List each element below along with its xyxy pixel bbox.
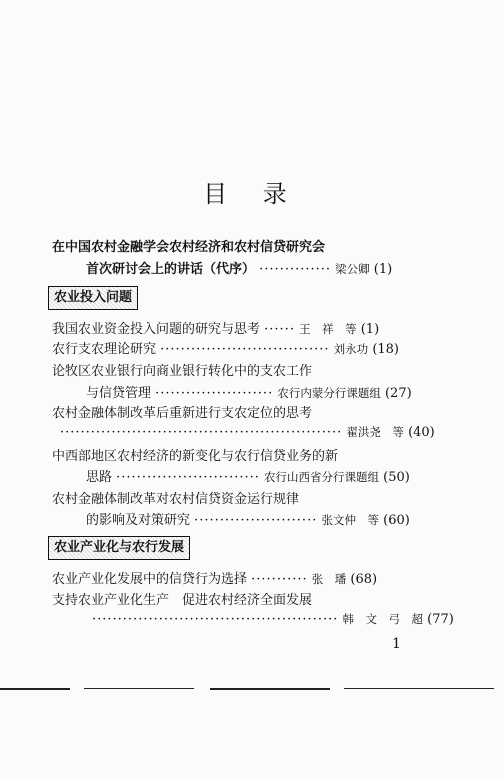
page-title: 目 录: [203, 180, 301, 208]
toc-entry: 与信贷管理 ······················· 农行内蒙分行课题组 (27): [86, 386, 412, 401]
toc-entry: 论牧区农业银行向商业银行转化中的支农工作: [52, 364, 313, 379]
toc-entry: 农业产业化发展中的信贷行为选择 ··········· 张 璠 (68): [52, 572, 378, 587]
scan-edge-line: [210, 688, 330, 690]
toc-entry: ······················································· 翟洪尧 等 (40): [60, 425, 435, 440]
toc-entry: 农村金融体制改革后重新进行支农定位的思考: [52, 406, 313, 421]
toc-entry: 在中国农村金融学会农村经济和农村信贷研究会: [52, 240, 326, 255]
scan-edge-line: [0, 688, 70, 690]
toc-entry: ················································ 韩 文 弓 超 (77): [92, 612, 454, 627]
toc-entry: 首次研讨会上的讲话（代序） ·············· 梁公卿 (1): [86, 262, 393, 277]
toc-entry: 思路 ···························· 农行山西省分行课题组 (50): [86, 470, 410, 485]
toc-entry: 农行支农理论研究 ································· 刘永功 (18): [52, 342, 399, 357]
toc-entry: 中西部地区农村经济的新变化与农行信贷业务的新: [52, 449, 339, 464]
toc-entry: 支持农业产业化生产 促进农村经济全面发展: [52, 593, 313, 608]
toc-entry: 我国农业资金投入问题的研究与思考 ······ 王 祥 等 (1): [52, 322, 380, 337]
section-header: 农业投入问题: [48, 286, 138, 310]
section-header: 农业产业化与农行发展: [48, 536, 190, 560]
scan-edge-line: [84, 688, 194, 689]
toc-entry: 的影响及对策研究 ························ 张文仲 等 (60): [86, 513, 410, 528]
page-number: 1: [392, 636, 401, 652]
toc-entry: 农村金融体制改革对农村信贷资金运行规律: [52, 492, 300, 507]
scan-edge-line: [344, 688, 494, 689]
